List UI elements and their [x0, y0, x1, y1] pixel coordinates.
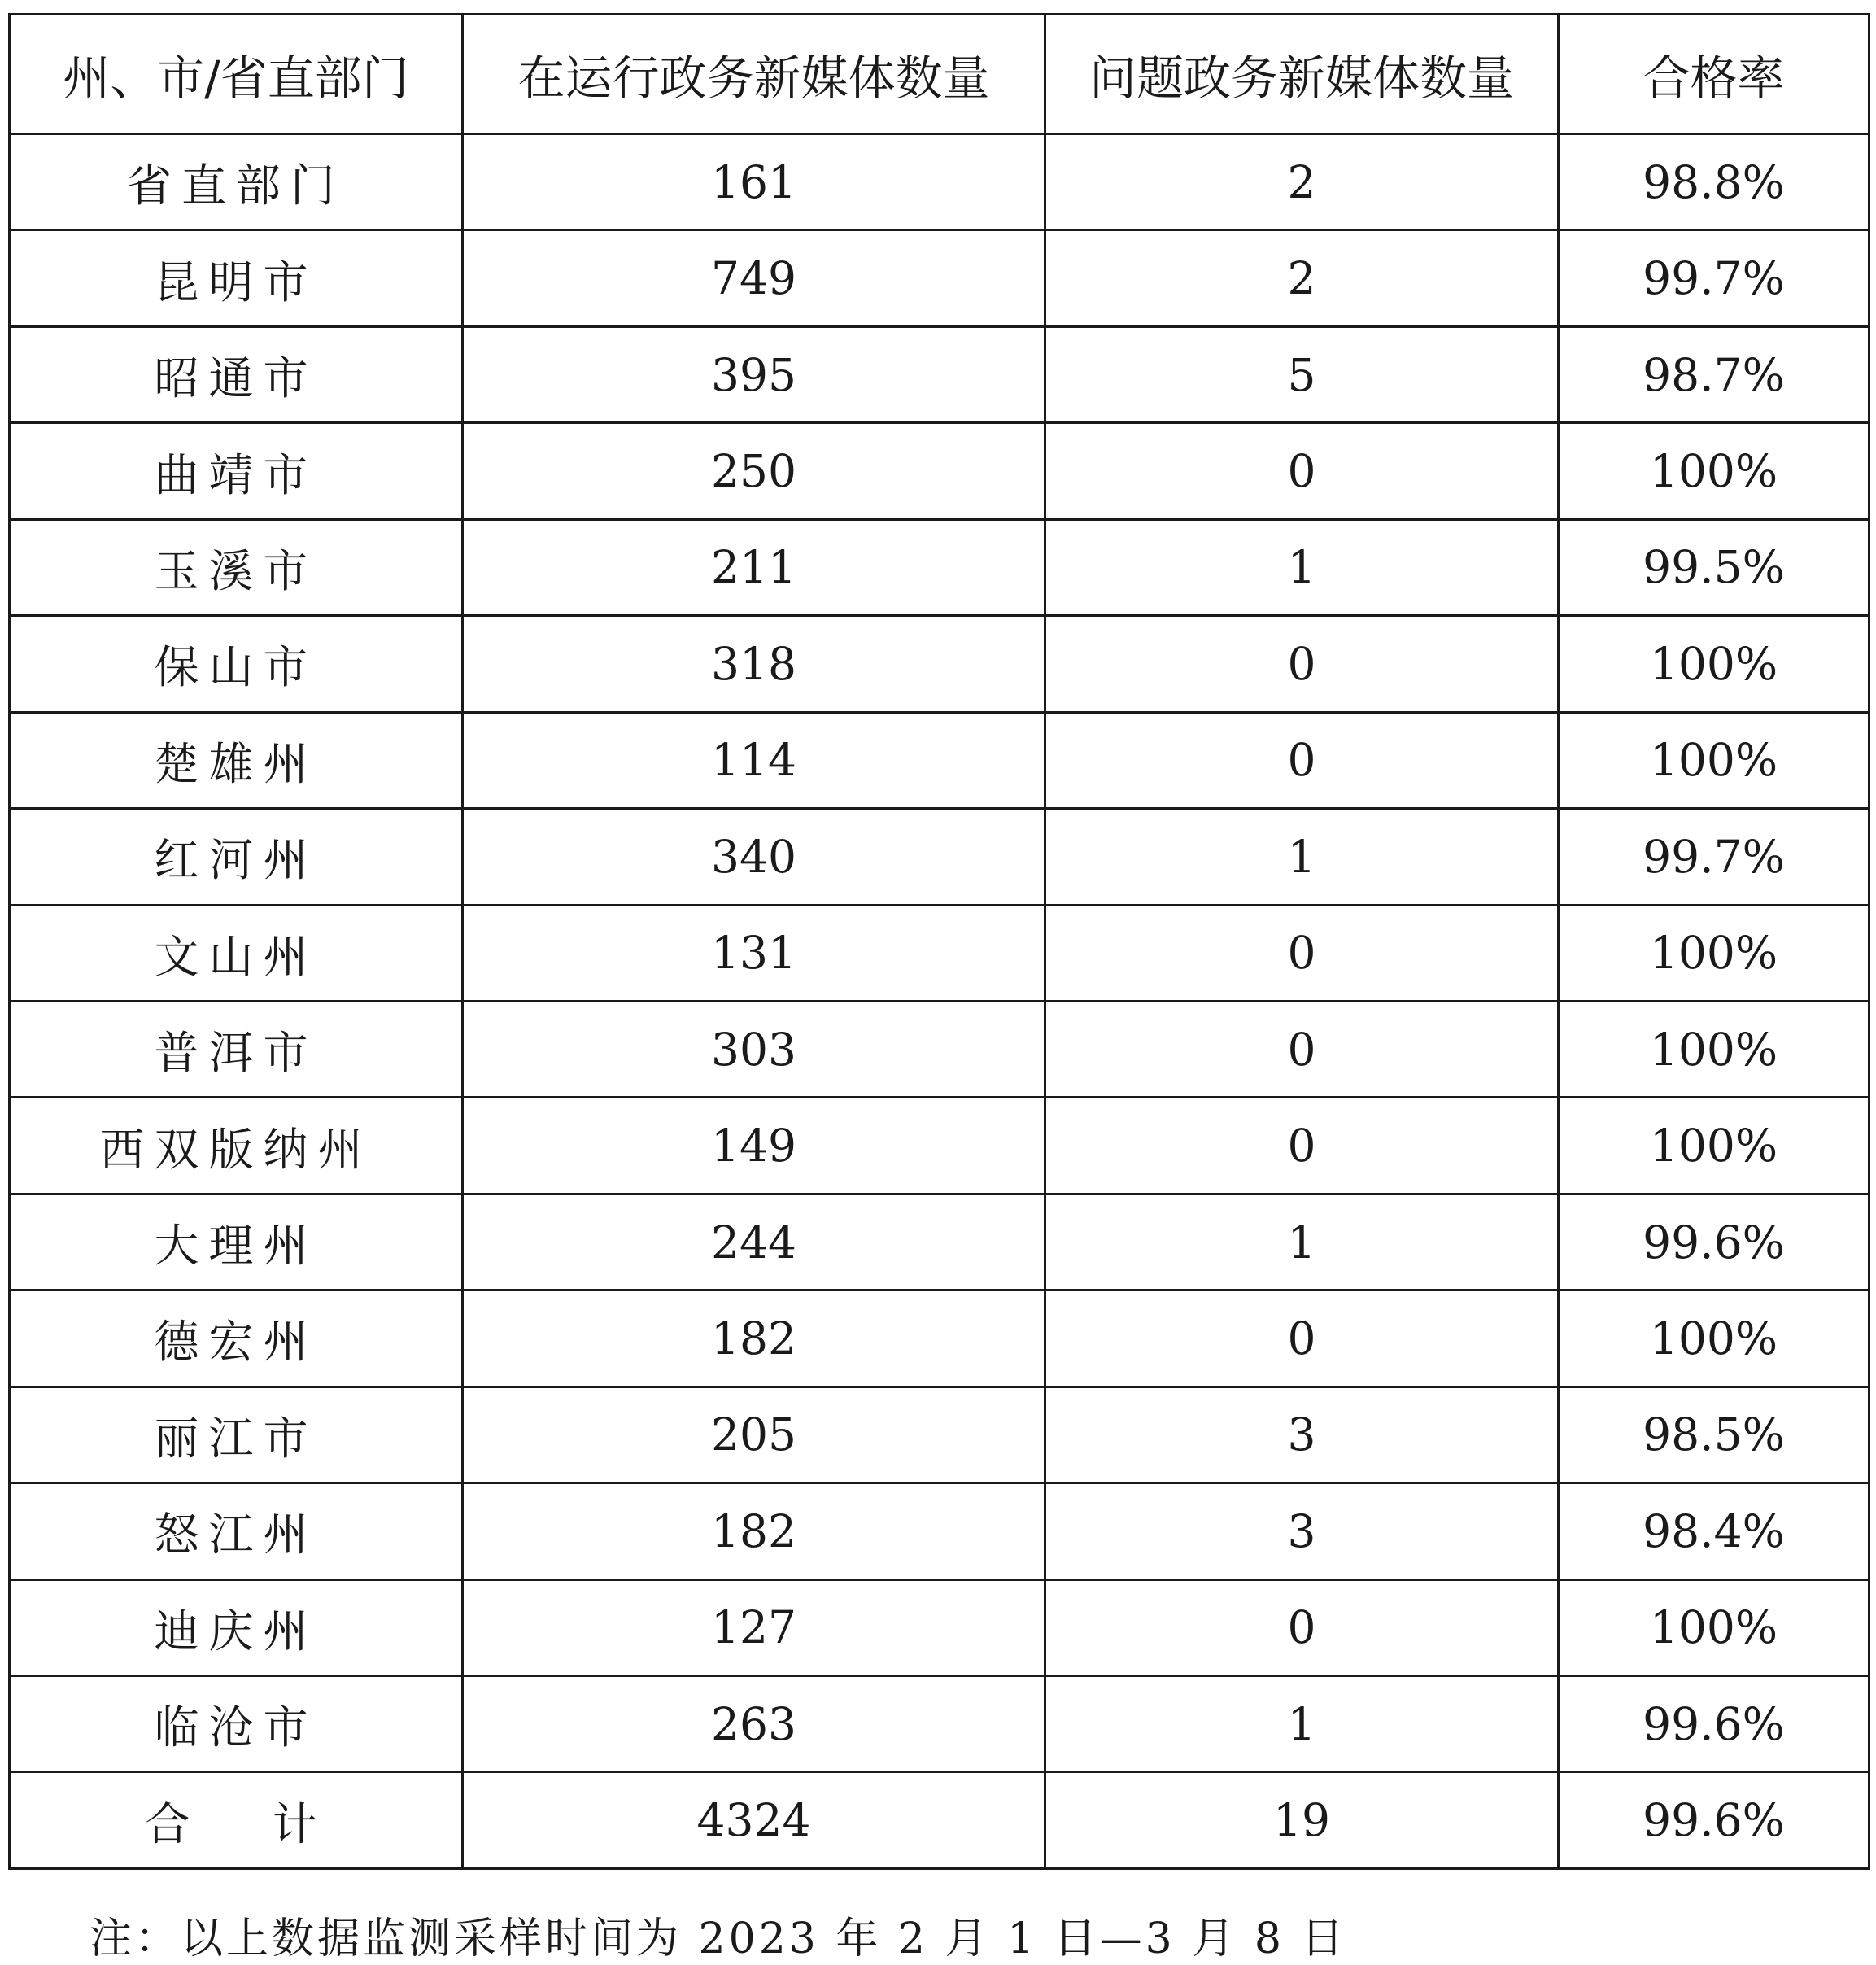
- cell-running-count: 211: [463, 519, 1045, 615]
- cell-running-count: 149: [463, 1098, 1045, 1194]
- cell-pass-rate: 100%: [1559, 1001, 1869, 1097]
- total-running-count: 4324: [463, 1772, 1045, 1869]
- cell-region: 迪庆州: [10, 1579, 463, 1675]
- cell-region: 曲靖市: [10, 423, 463, 519]
- cell-problem-count: 3: [1045, 1386, 1559, 1482]
- cell-pass-rate: 100%: [1559, 1098, 1869, 1194]
- cell-region: 怒江州: [10, 1483, 463, 1579]
- cell-problem-count: 0: [1045, 616, 1559, 712]
- header-region: 州、市/省直部门: [10, 15, 463, 134]
- cell-running-count: 114: [463, 712, 1045, 808]
- cell-running-count: 340: [463, 809, 1045, 905]
- cell-problem-count: 5: [1045, 326, 1559, 422]
- table-row: [10, 1098, 1869, 1194]
- cell-running-count: 161: [463, 134, 1045, 230]
- cell-pass-rate: 100%: [1559, 1290, 1869, 1386]
- cell-region: 昭通市: [10, 326, 463, 422]
- cell-pass-rate: 100%: [1559, 905, 1869, 1001]
- cell-region: 大理州: [10, 1194, 463, 1290]
- cell-region: 普洱市: [10, 1001, 463, 1097]
- table-row: [10, 423, 1869, 519]
- cell-problem-count: 2: [1045, 230, 1559, 326]
- cell-region: 临沧市: [10, 1676, 463, 1772]
- table-row: [10, 1579, 1869, 1675]
- header-row: [10, 15, 1869, 134]
- cell-pass-rate: 98.4%: [1559, 1483, 1869, 1579]
- total-pass-rate: 99.6%: [1559, 1772, 1869, 1869]
- cell-region: 楚雄州: [10, 712, 463, 808]
- total-label: 合 计: [10, 1772, 463, 1869]
- cell-region: 丽江市: [10, 1386, 463, 1482]
- table-row: [10, 616, 1869, 712]
- cell-pass-rate: 99.7%: [1559, 809, 1869, 905]
- header-problem-count: 问题政务新媒体数量: [1045, 15, 1559, 134]
- cell-running-count: 250: [463, 423, 1045, 519]
- table-row: [10, 905, 1869, 1001]
- cell-running-count: 131: [463, 905, 1045, 1001]
- cell-problem-count: 0: [1045, 423, 1559, 519]
- cell-problem-count: 2: [1045, 134, 1559, 230]
- table-row: [10, 1290, 1869, 1386]
- cell-pass-rate: 99.5%: [1559, 519, 1869, 615]
- cell-pass-rate: 98.5%: [1559, 1386, 1869, 1482]
- header-pass-rate: 合格率: [1559, 15, 1869, 134]
- cell-running-count: 303: [463, 1001, 1045, 1097]
- cell-running-count: 263: [463, 1676, 1045, 1772]
- cell-pass-rate: 100%: [1559, 712, 1869, 808]
- cell-problem-count: 0: [1045, 1290, 1559, 1386]
- media-compliance-table: [8, 13, 1870, 1870]
- table-row: [10, 230, 1869, 326]
- table-row: [10, 1001, 1869, 1097]
- total-row: [10, 1772, 1869, 1869]
- cell-problem-count: 0: [1045, 1579, 1559, 1675]
- table-row: [10, 326, 1869, 422]
- cell-region: 玉溪市: [10, 519, 463, 615]
- cell-region: 红河州: [10, 809, 463, 905]
- cell-pass-rate: 99.6%: [1559, 1194, 1869, 1290]
- cell-pass-rate: 100%: [1559, 1579, 1869, 1675]
- cell-region: 西双版纳州: [10, 1098, 463, 1194]
- cell-running-count: 205: [463, 1386, 1045, 1482]
- cell-running-count: 182: [463, 1290, 1045, 1386]
- cell-pass-rate: 100%: [1559, 423, 1869, 519]
- table-row: [10, 1483, 1869, 1579]
- cell-running-count: 127: [463, 1579, 1045, 1675]
- cell-running-count: 395: [463, 326, 1045, 422]
- cell-region: 文山州: [10, 905, 463, 1001]
- cell-problem-count: 1: [1045, 519, 1559, 615]
- cell-pass-rate: 98.7%: [1559, 326, 1869, 422]
- cell-problem-count: 3: [1045, 1483, 1559, 1579]
- cell-pass-rate: 100%: [1559, 616, 1869, 712]
- cell-running-count: 182: [463, 1483, 1045, 1579]
- cell-region: 省直部门: [10, 134, 463, 230]
- cell-pass-rate: 99.6%: [1559, 1676, 1869, 1772]
- table-row: [10, 1386, 1869, 1482]
- cell-running-count: 244: [463, 1194, 1045, 1290]
- cell-region: 保山市: [10, 616, 463, 712]
- cell-problem-count: 0: [1045, 1001, 1559, 1097]
- table-row: [10, 519, 1869, 615]
- cell-problem-count: 1: [1045, 1676, 1559, 1772]
- cell-pass-rate: 98.8%: [1559, 134, 1869, 230]
- cell-running-count: 318: [463, 616, 1045, 712]
- cell-region: 德宏州: [10, 1290, 463, 1386]
- table-row: [10, 712, 1869, 808]
- footnote: 注：以上数据监测采样时间为 2023 年 2 月 1 日—3 月 8 日: [89, 1915, 1347, 1963]
- cell-problem-count: 0: [1045, 905, 1559, 1001]
- table-row: [10, 1194, 1869, 1290]
- cell-pass-rate: 99.7%: [1559, 230, 1869, 326]
- header-running-count: 在运行政务新媒体数量: [463, 15, 1045, 134]
- cell-problem-count: 1: [1045, 809, 1559, 905]
- table-row: [10, 134, 1869, 230]
- cell-problem-count: 0: [1045, 712, 1559, 808]
- table-row: [10, 1676, 1869, 1772]
- cell-problem-count: 1: [1045, 1194, 1559, 1290]
- total-problem-count: 19: [1045, 1772, 1559, 1869]
- table-row: [10, 809, 1869, 905]
- cell-running-count: 749: [463, 230, 1045, 326]
- cell-region: 昆明市: [10, 230, 463, 326]
- cell-problem-count: 0: [1045, 1098, 1559, 1194]
